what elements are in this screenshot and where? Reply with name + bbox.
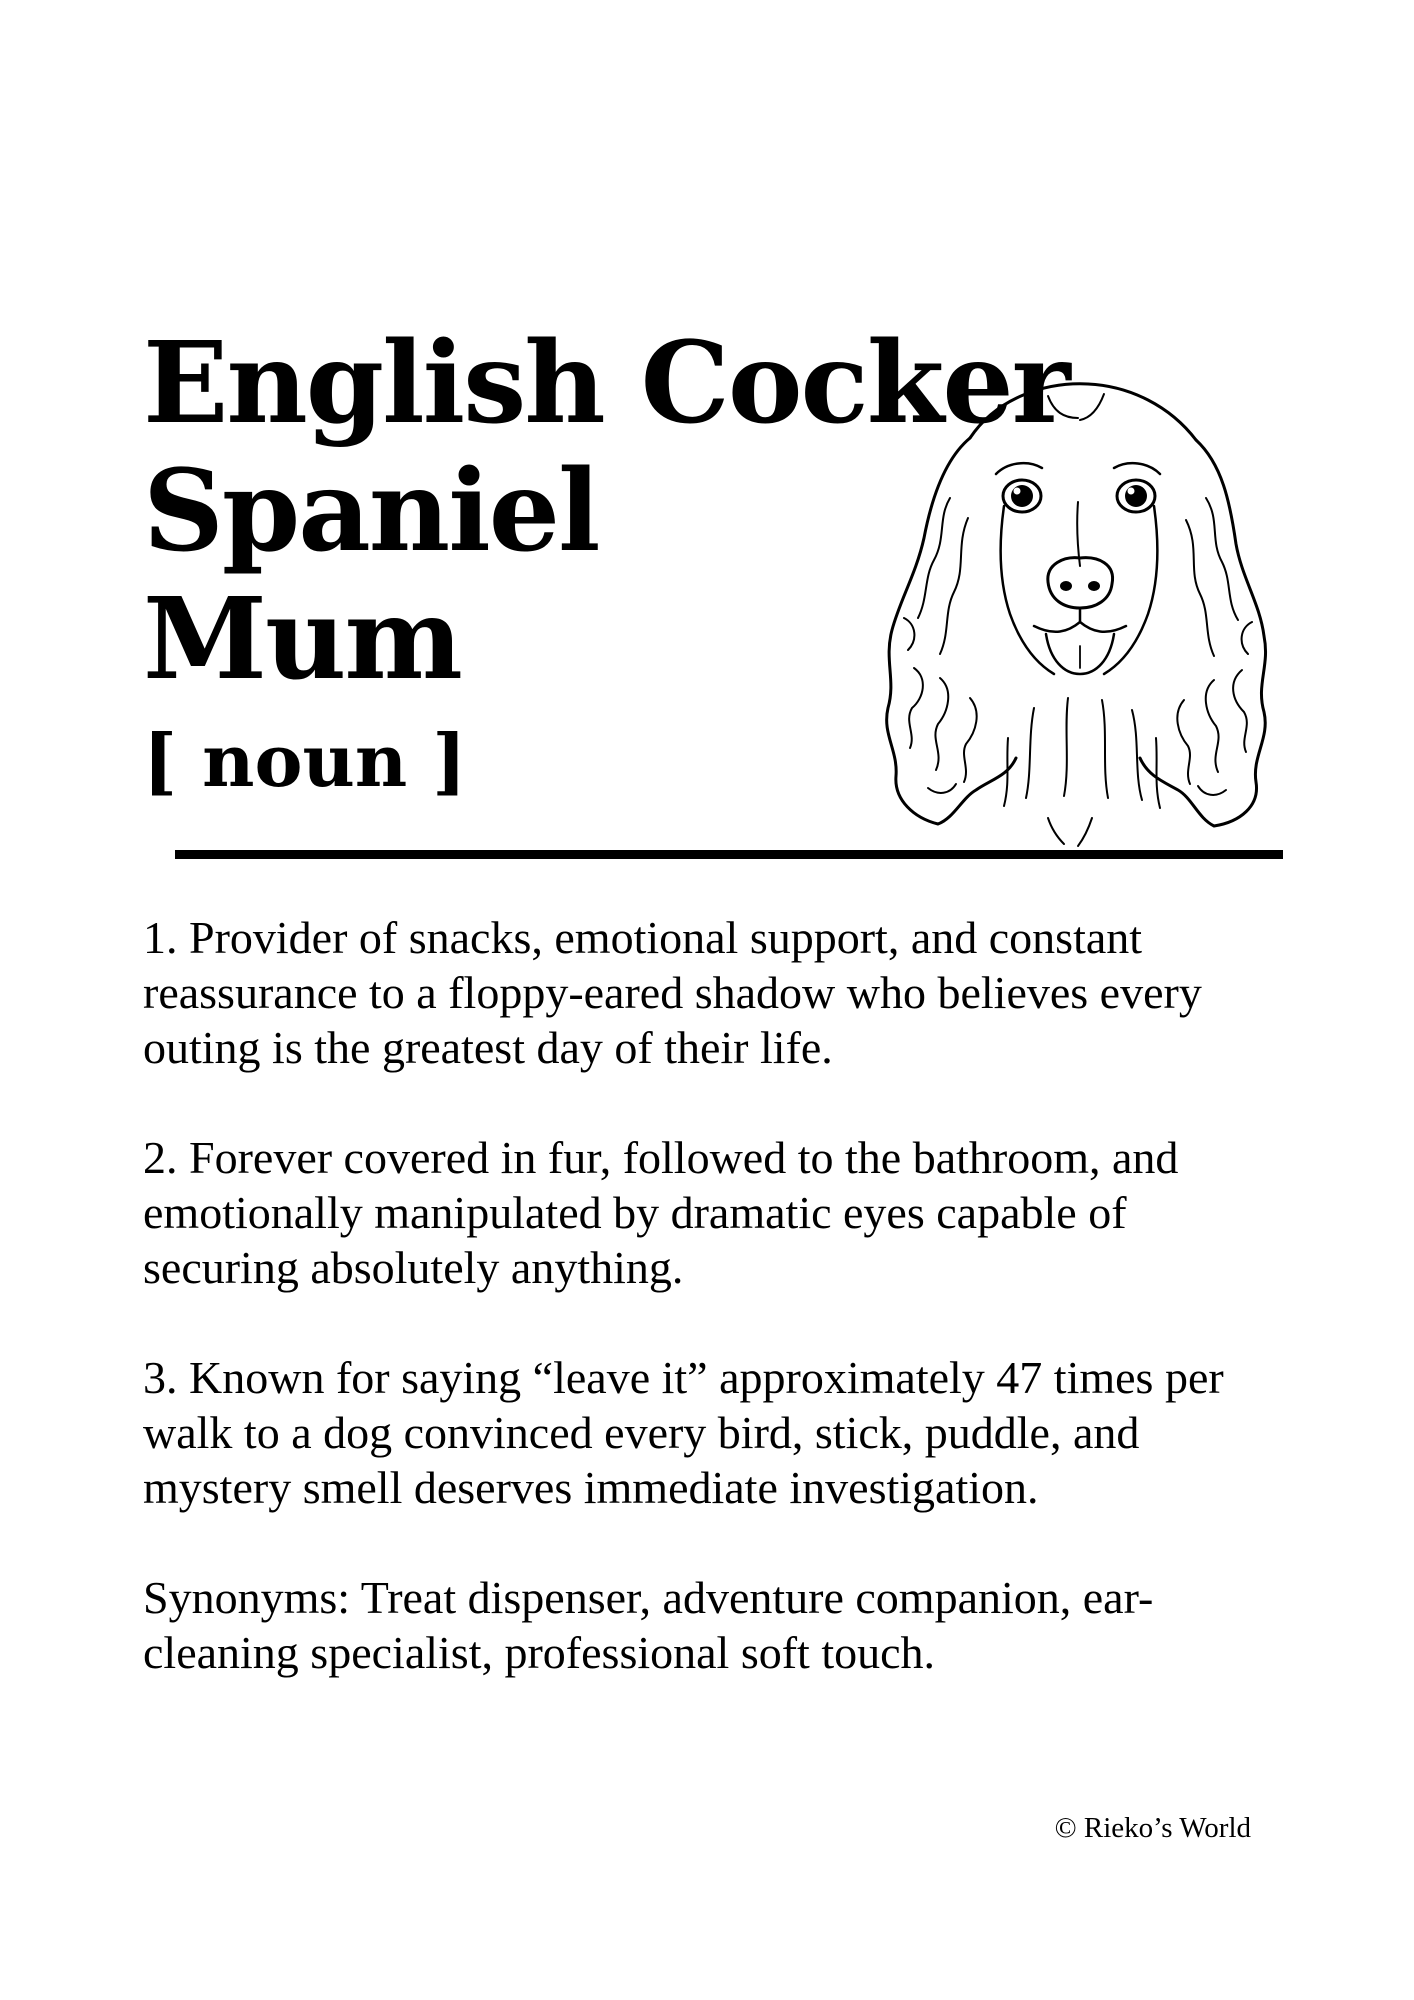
- definition-list: [143, 910, 1273, 1735]
- cocker-spaniel-icon: [858, 378, 1278, 853]
- definition-1: 1. Provider of snacks, emotional support, and constant reassurance to a floppy-eared shadow who believes every outing is the greatest day of their life.: [143, 912, 1202, 1073]
- title-line-3: Mum: [143, 574, 461, 705]
- definition-3: 3. Known for saying “leave it” approximately 47 times per walk to a dog convinced every bird, stick, puddle, and mystery smell deserves immediate investigation.: [143, 1352, 1224, 1513]
- part-of-speech: [ noun ]: [143, 718, 467, 803]
- title-line-1: English Cocker: [143, 318, 1069, 449]
- title-line-2: Spaniel: [143, 446, 599, 577]
- synonyms: Synonyms: Treat dispenser, adventure companion, ear-cleaning specialist, professional soft touch.: [143, 1572, 1154, 1678]
- definition-2: 2. Forever covered in fur, followed to the bathroom, and emotionally manipulated by dramatic eyes capable of securing absolutely anything.: [143, 1132, 1179, 1293]
- divider-rule: [175, 850, 1283, 859]
- copyright-notice: © Rieko’s World: [1054, 1812, 1251, 1844]
